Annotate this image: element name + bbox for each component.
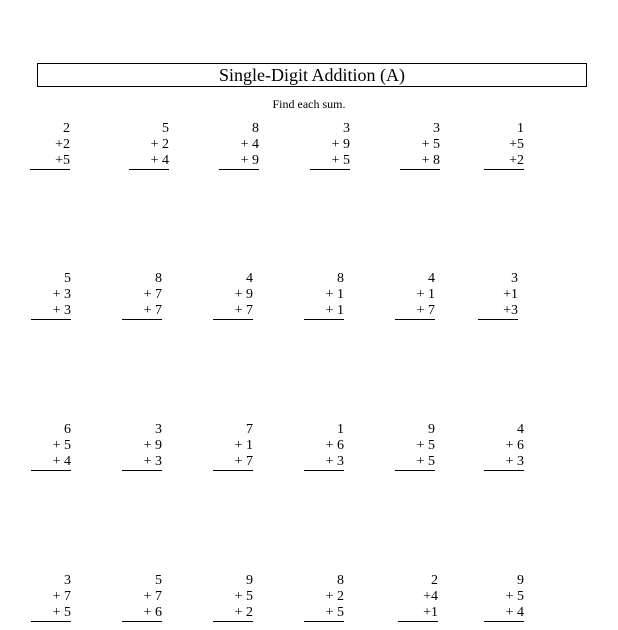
problem — [213, 271, 253, 320]
addend-1: 3 — [155, 422, 162, 437]
addend-2: +5 — [509, 137, 524, 152]
addend-3: + 3 — [122, 454, 162, 471]
addend-3: + 7 — [395, 303, 435, 320]
addend-1: 6 — [64, 422, 71, 437]
addend-3: + 8 — [400, 153, 440, 170]
addend-1: 4 — [517, 422, 524, 437]
addend-3: + 3 — [484, 454, 524, 471]
addend-1: 3 — [64, 573, 71, 588]
addend-2: + 7 — [143, 287, 162, 302]
problem — [31, 271, 71, 320]
addend-2: + 6 — [505, 438, 524, 453]
problem — [122, 422, 162, 471]
addend-1: 8 — [337, 271, 344, 286]
addend-3: +3 — [478, 303, 518, 320]
problem — [398, 573, 438, 622]
addend-2: + 9 — [234, 287, 253, 302]
addend-2: + 3 — [52, 287, 71, 302]
addend-2: + 5 — [505, 589, 524, 604]
addend-2: + 5 — [52, 438, 71, 453]
addend-2: +4 — [423, 589, 438, 604]
addend-3: + 7 — [122, 303, 162, 320]
problem — [395, 271, 435, 320]
addend-3: + 7 — [213, 303, 253, 320]
addend-1: 5 — [64, 271, 71, 286]
addend-1: 9 — [517, 573, 524, 588]
problem — [304, 422, 344, 471]
problem — [304, 573, 344, 622]
addend-1: 8 — [252, 121, 259, 136]
problem — [213, 573, 253, 622]
addend-2: + 6 — [325, 438, 344, 453]
addend-3: + 5 — [310, 153, 350, 170]
addend-2: + 7 — [52, 589, 71, 604]
addend-1: 1 — [517, 121, 524, 136]
addend-3: + 5 — [304, 605, 344, 622]
addend-3: + 7 — [213, 454, 253, 471]
addend-2: + 5 — [234, 589, 253, 604]
addend-3: + 1 — [304, 303, 344, 320]
addend-1: 9 — [428, 422, 435, 437]
addend-2: + 4 — [240, 137, 259, 152]
addend-3: + 4 — [129, 153, 169, 170]
addend-3: +5 — [30, 153, 70, 170]
addend-3: + 5 — [395, 454, 435, 471]
addend-1: 9 — [246, 573, 253, 588]
addend-2: + 9 — [143, 438, 162, 453]
addend-3: + 4 — [484, 605, 524, 622]
problem — [213, 422, 253, 471]
problem — [395, 422, 435, 471]
addend-2: + 1 — [234, 438, 253, 453]
problem — [478, 271, 518, 320]
addend-3: + 9 — [219, 153, 259, 170]
problem — [122, 573, 162, 622]
problem — [31, 573, 71, 622]
addend-2: + 7 — [143, 589, 162, 604]
addend-1: 8 — [337, 573, 344, 588]
addend-3: + 4 — [31, 454, 71, 471]
addend-3: +1 — [398, 605, 438, 622]
worksheet-title: Single-Digit Addition (A) — [37, 63, 587, 87]
problem — [219, 121, 259, 170]
addend-1: 4 — [246, 271, 253, 286]
addend-1: 5 — [155, 573, 162, 588]
addend-1: 3 — [433, 121, 440, 136]
addend-2: + 9 — [331, 137, 350, 152]
addend-1: 8 — [155, 271, 162, 286]
addend-2: + 2 — [325, 589, 344, 604]
addend-1: 3 — [511, 271, 518, 286]
addend-1: 5 — [162, 121, 169, 136]
addend-1: 2 — [431, 573, 438, 588]
addend-1: 1 — [337, 422, 344, 437]
addend-3: + 6 — [122, 605, 162, 622]
problem — [122, 271, 162, 320]
addend-2: + 1 — [325, 287, 344, 302]
problem — [310, 121, 350, 170]
addend-3: + 3 — [304, 454, 344, 471]
addend-1: 7 — [246, 422, 253, 437]
addend-1: 2 — [63, 121, 70, 136]
addend-2: +1 — [503, 287, 518, 302]
instructions-text: Find each sum. — [272, 97, 346, 111]
problem — [484, 121, 524, 170]
problem — [304, 271, 344, 320]
addend-3: + 3 — [31, 303, 71, 320]
problem — [30, 121, 70, 170]
addend-3: +2 — [484, 153, 524, 170]
problem — [400, 121, 440, 170]
problem — [484, 573, 524, 622]
problem — [484, 422, 524, 471]
addend-1: 4 — [428, 271, 435, 286]
problem — [129, 121, 169, 170]
addend-2: +2 — [55, 137, 70, 152]
addend-2: + 1 — [416, 287, 435, 302]
addend-1: 3 — [343, 121, 350, 136]
addend-2: + 5 — [421, 137, 440, 152]
addend-3: + 2 — [213, 605, 253, 622]
addend-2: + 5 — [416, 438, 435, 453]
addend-2: + 2 — [150, 137, 169, 152]
problem — [31, 422, 71, 471]
addend-3: + 5 — [31, 605, 71, 622]
